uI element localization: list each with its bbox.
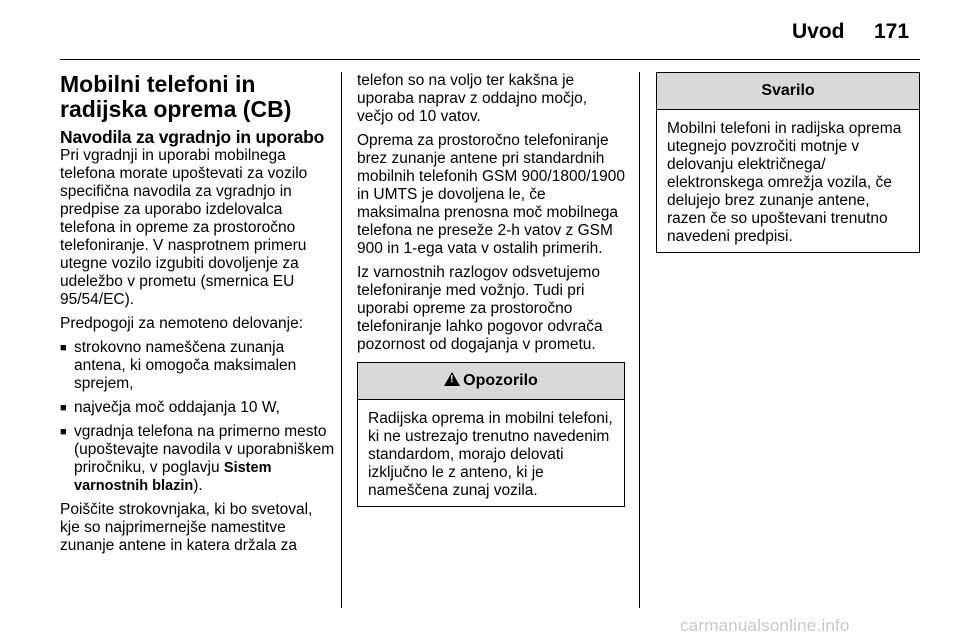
list-item: ■ največja moč oddajanja 10 W, <box>60 399 280 416</box>
bullet-square-icon: ■ <box>60 426 67 438</box>
column-middle <box>357 72 625 507</box>
list-item: ■ vgradnja telefona na primerno mesto (upoštevajte navodila v uporabniškem priročniku, v poglavju Sistem varnostnih blazin). <box>60 423 335 494</box>
warning-header <box>358 363 624 400</box>
caution-text: Mobilni telefoni in radijska oprema utegnejo povzročiti motnje v delovanju električnega/ elektronskega omrežja vozila, če delujejo brez zunanje antene, razen če so upoštevani trenutno navedeni predpisi. <box>667 120 902 245</box>
cross-reference-link[interactable]: Sistem varnostnih blazin <box>74 460 272 494</box>
page-header <box>0 0 960 60</box>
column-divider-left <box>341 72 342 608</box>
intro-paragraph: Pri vgradnji in uporabi mobilnega telefona morate upoštevati za vozilo specifična navodila za vgradnjo in predpise za uporabo izdelovalca telefona in opreme za prostoročno telefoniranje. V nasprotnem primeru utegne vozilo izgubiti dovoljenje za udeležbo v prometu (smernica EU 95/54/EC). <box>60 147 308 308</box>
header-divider <box>60 59 920 60</box>
watermark: carmanualsonline.info <box>680 616 850 635</box>
warning-triangle-icon <box>444 372 460 386</box>
warning-body <box>358 400 624 506</box>
column-divider-right <box>639 72 640 608</box>
caution-box <box>656 72 920 253</box>
prerequisites-list <box>60 339 335 495</box>
bullet-square-icon: ■ <box>60 402 67 414</box>
warning-text: Radijska oprema in mobilni telefoni, ki ne ustrezajo trenutno navedenim standardom, morajo delovati izključno le z anteno, ki je nameščena zunaj vozila. <box>368 410 613 499</box>
caution-title: Svarilo <box>761 82 815 99</box>
prerequisites-paragraph: Predpogoji za nemoteno delovanje: <box>60 315 304 332</box>
bullet-square-icon: ■ <box>60 342 67 354</box>
caution-header <box>657 73 919 110</box>
column-left <box>60 72 335 561</box>
chapter-title: Uvod <box>792 20 845 43</box>
safety-paragraph: Iz varnostnih razlogov odsvetujemo telefoniranje med vožnjo. Tudi pri uporabi opreme za prostoročno telefoniranje lahko pogovor odvrača pozornost od dogajanja v prometu. <box>357 264 603 353</box>
handsfree-paragraph: Oprema za prostoročno telefoniranje brez zunanje antene pri standardnih mobilnih telefonih GSM 900/1800/1900 in UMTS je dovoljena le, če maksimalna prenosna moč mobilnega telefona ne preseže 2-h vatov z GSM 900 in 1-ega vata v ostalih primerih. <box>357 132 625 257</box>
page-number: 171 <box>874 20 910 43</box>
warning-box <box>357 362 625 507</box>
caution-body <box>657 110 919 252</box>
continued-paragraph: telefon so na voljo ter kakšna je uporaba naprav z oddajno močjo, večjo od 10 vatov. <box>357 72 588 125</box>
column-right <box>656 72 920 253</box>
warning-title: Opozorilo <box>463 372 538 389</box>
advice-paragraph: Poiščite strokovnjaka, ki bo svetoval, kje so najprimernejše namestitve zunanje antene in katera držala za <box>60 501 313 554</box>
list-item: ■ strokovno nameščena zunanja antena, ki omogoča maksimalen sprejem, <box>60 339 297 392</box>
section-title: Mobilni telefoni in radijska oprema (CB) <box>60 71 292 122</box>
subsection-title: Navodila za vgradnjo in uporabo <box>60 127 325 147</box>
